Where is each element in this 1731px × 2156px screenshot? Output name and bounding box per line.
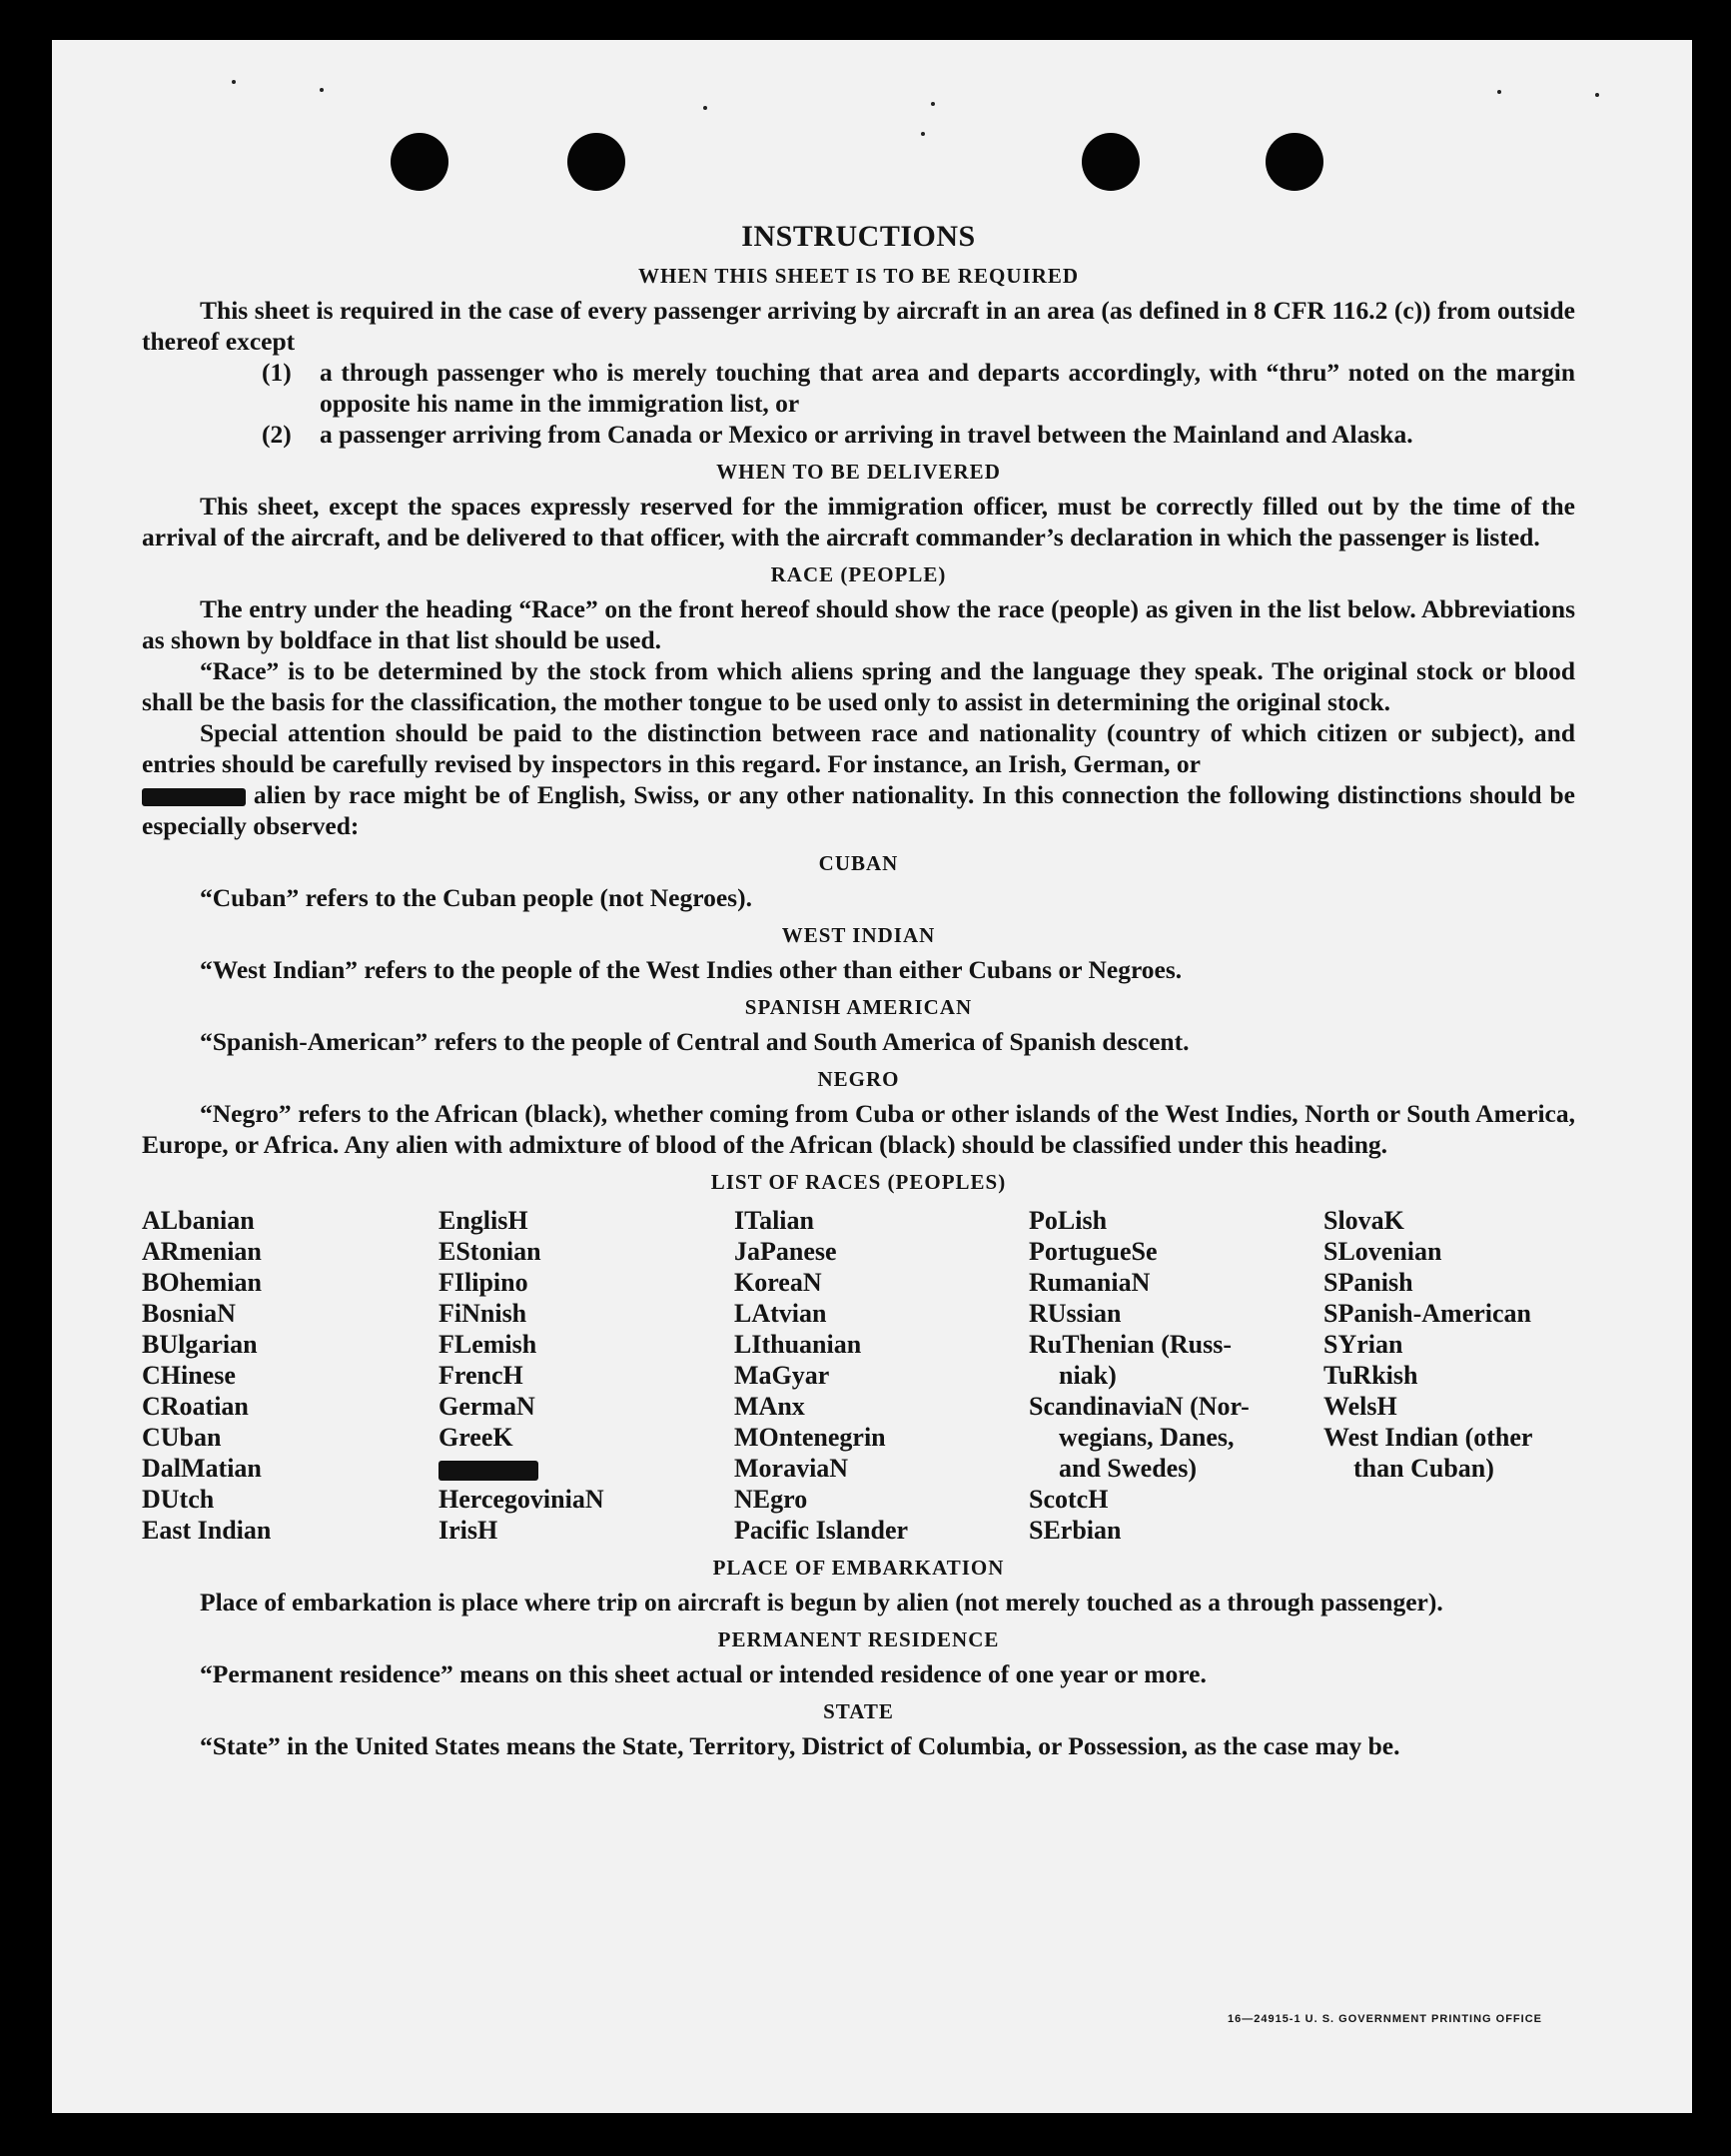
race-item: FIlipino — [438, 1268, 528, 1297]
west-indian-text: “West Indian” refers to the people of the West Indies other than either Cubans or Negroes. — [200, 955, 1183, 984]
races-column-4 — [1029, 1205, 1323, 1546]
races-column-5 — [1323, 1205, 1583, 1546]
race-item: FrencH — [438, 1361, 523, 1390]
race-item: SlovaK — [1323, 1206, 1404, 1235]
speck — [320, 88, 324, 92]
heading-west-indian: WEST INDIAN — [781, 923, 936, 947]
race-item: RuThenian (Russ- — [1029, 1330, 1233, 1359]
heading-state: STATE — [823, 1699, 894, 1723]
race-item: MAnx — [734, 1392, 805, 1421]
race-item: TuRkish — [1323, 1361, 1418, 1390]
races-column-1 — [142, 1205, 438, 1546]
race-paragraph-3b: alien by race might be of English, Swiss, or any other nationality. In this connection the following distinctions should be especially observed: — [142, 780, 1576, 840]
speck — [232, 80, 236, 84]
punch-hole — [567, 133, 625, 191]
race-item: MoraviaN — [734, 1454, 849, 1483]
race-item: GermaN — [438, 1392, 535, 1421]
race-item: DUtch — [142, 1485, 215, 1514]
race-item: WelsH — [1323, 1392, 1397, 1421]
embarkation-text: Place of embarkation is place where trip on aircraft is begun by alien (not merely touched as a through passenger). — [200, 1588, 1443, 1617]
race-item: and Swedes) — [1059, 1454, 1197, 1483]
required-intro: This sheet is required in the case of every passenger arriving by aircraft in an area (as defined in 8 CFR 116.2 (c)) from outside thereof except — [142, 296, 1575, 356]
race-item: niak) — [1059, 1361, 1117, 1390]
exception-text: a through passenger who is merely touching that area and departs accordingly, with “thru” noted on the margin opposite his name in the immigration list, or — [320, 358, 1575, 418]
race-item: EnglisH — [438, 1206, 528, 1235]
race-item: MOntenegrin — [734, 1423, 886, 1452]
race-item: Pacific Islander — [734, 1516, 909, 1545]
race-item: EStonian — [438, 1237, 541, 1266]
races-column-2 — [438, 1205, 734, 1546]
heading-spanish-american: SPANISH AMERICAN — [744, 995, 973, 1019]
negro-text: “Negro” refers to the African (black), whether coming from Cuba or other islands of the West Indies, North or South America, Europe, or Africa. Any alien with admixture of blood of the African (black) should be classified under this heading. — [142, 1099, 1575, 1159]
race-item: than Cuban) — [1353, 1454, 1494, 1483]
document-page — [52, 40, 1692, 2113]
race-item: CHinese — [142, 1361, 236, 1390]
race-item: BUlgarian — [142, 1330, 258, 1359]
state-text: “State” in the United States means the State, Territory, District of Columbia, or Possession, as the case may be. — [200, 1731, 1400, 1760]
race-item: PortugueSe — [1029, 1237, 1158, 1266]
race-item: LIthuanian — [734, 1330, 862, 1359]
spanish-american-text: “Spanish-American” refers to the people of Central and South America of Spanish descent. — [200, 1027, 1190, 1056]
race-item: ARmenian — [142, 1237, 262, 1266]
punch-hole — [391, 133, 448, 191]
race-paragraph-3a: Special attention should be paid to the distinction between race and nationality (country of which citizen or subject), and entries should be carefully revised by inspectors in this regard. For instance, an Irish, German, or — [142, 718, 1575, 778]
race-item: SPanish — [1323, 1268, 1413, 1297]
punch-hole — [1266, 133, 1323, 191]
race-item: RUssian — [1029, 1299, 1122, 1328]
race-item: ALbanian — [142, 1206, 255, 1235]
exception-number: (2) — [262, 420, 292, 449]
heading-place-of-embarkation: PLACE OF EMBARKATION — [712, 1556, 1005, 1580]
races-list — [142, 1205, 1575, 1546]
heading-permanent-residence: PERMANENT RESIDENCE — [717, 1627, 1000, 1651]
printing-office-code: 16—24915-1 U. S. GOVERNMENT PRINTING OFFICE — [1227, 2013, 1542, 2025]
race-item: CUban — [142, 1423, 222, 1452]
race-item: KoreaN — [734, 1268, 822, 1297]
speck — [703, 106, 707, 110]
speck — [921, 132, 925, 136]
race-item: SLovenian — [1323, 1237, 1442, 1266]
race-item: ScandinaviaN (Nor- — [1029, 1392, 1250, 1421]
race-item: FiNnish — [438, 1299, 527, 1328]
heading-race: RACE (PEOPLE) — [770, 562, 947, 586]
heading-list-of-races: LIST OF RACES (PEOPLES) — [710, 1170, 1007, 1194]
redaction-mark — [142, 788, 246, 806]
race-item: SErbian — [1029, 1516, 1122, 1545]
race-item: DalMatian — [142, 1454, 262, 1483]
race-item: BosniaN — [142, 1299, 236, 1328]
exception-text: a passenger arriving from Canada or Mexico or arriving in travel between the Mainland and Alaska. — [320, 420, 1413, 449]
race-paragraph-3 — [142, 717, 1575, 841]
race-item: MaGyar — [734, 1361, 830, 1390]
race-item: East Indian — [142, 1516, 272, 1545]
race-item: JaPanese — [734, 1237, 837, 1266]
heading-when-required: WHEN THIS SHEET IS TO BE REQUIRED — [637, 264, 1080, 288]
race-item: FLemish — [438, 1330, 537, 1359]
exception-item — [262, 419, 1575, 450]
race-item: LAtvian — [734, 1299, 827, 1328]
speck — [1497, 90, 1501, 94]
race-item: SPanish-American — [1323, 1299, 1531, 1328]
race-item: wegians, Danes, — [1059, 1423, 1235, 1452]
heading-negro: NEGRO — [817, 1067, 900, 1091]
heading-cuban: CUBAN — [818, 851, 899, 875]
race-item: GreeK — [438, 1423, 513, 1452]
race-paragraph-1: The entry under the heading “Race” on the front hereof should show the race (people) as given in the list below. Abbreviations as shown by boldface in that list should be used. — [142, 594, 1575, 654]
race-item: HercegoviniaN — [438, 1485, 604, 1514]
cuban-text: “Cuban” refers to the Cuban people (not Negroes). — [200, 883, 752, 912]
race-item: West Indian (other — [1323, 1423, 1533, 1452]
races-column-3 — [734, 1205, 1029, 1546]
race-item: PoLish — [1029, 1206, 1108, 1235]
delivered-text: This sheet, except the spaces expressly reserved for the immigration officer, must be correctly filled out by the time of the arrival of the aircraft, and be delivered to that officer, with the aircraft commander’s declaration in which the passenger is listed. — [142, 492, 1575, 551]
race-item: ScotcH — [1029, 1485, 1109, 1514]
heading-when-delivered: WHEN TO BE DELIVERED — [716, 460, 1001, 484]
punch-hole — [1082, 133, 1140, 191]
race-item: NEgro — [734, 1485, 808, 1514]
race-item: ITalian — [734, 1206, 814, 1235]
race-item: IrisH — [438, 1516, 498, 1545]
instructions-body — [142, 220, 1575, 1761]
exception-number: (1) — [262, 358, 292, 387]
race-paragraph-2: “Race” is to be determined by the stock from which aliens spring and the language they speak. The original stock or blood shall be the basis for the classification, the mother tongue to be used only to assist in determining the original stock. — [142, 656, 1575, 716]
race-item: SYrian — [1323, 1330, 1403, 1359]
race-item: RumaniaN — [1029, 1268, 1151, 1297]
speck — [1595, 93, 1599, 97]
speck — [931, 102, 935, 106]
residence-text: “Permanent residence” means on this sheet actual or intended residence of one year or more. — [200, 1659, 1207, 1688]
page-title: INSTRUCTIONS — [741, 220, 976, 253]
race-item-redacted — [438, 1453, 734, 1484]
race-item: CRoatian — [142, 1392, 249, 1421]
exception-item — [262, 357, 1575, 419]
redaction-mark — [438, 1461, 538, 1481]
race-item: BOhemian — [142, 1268, 262, 1297]
